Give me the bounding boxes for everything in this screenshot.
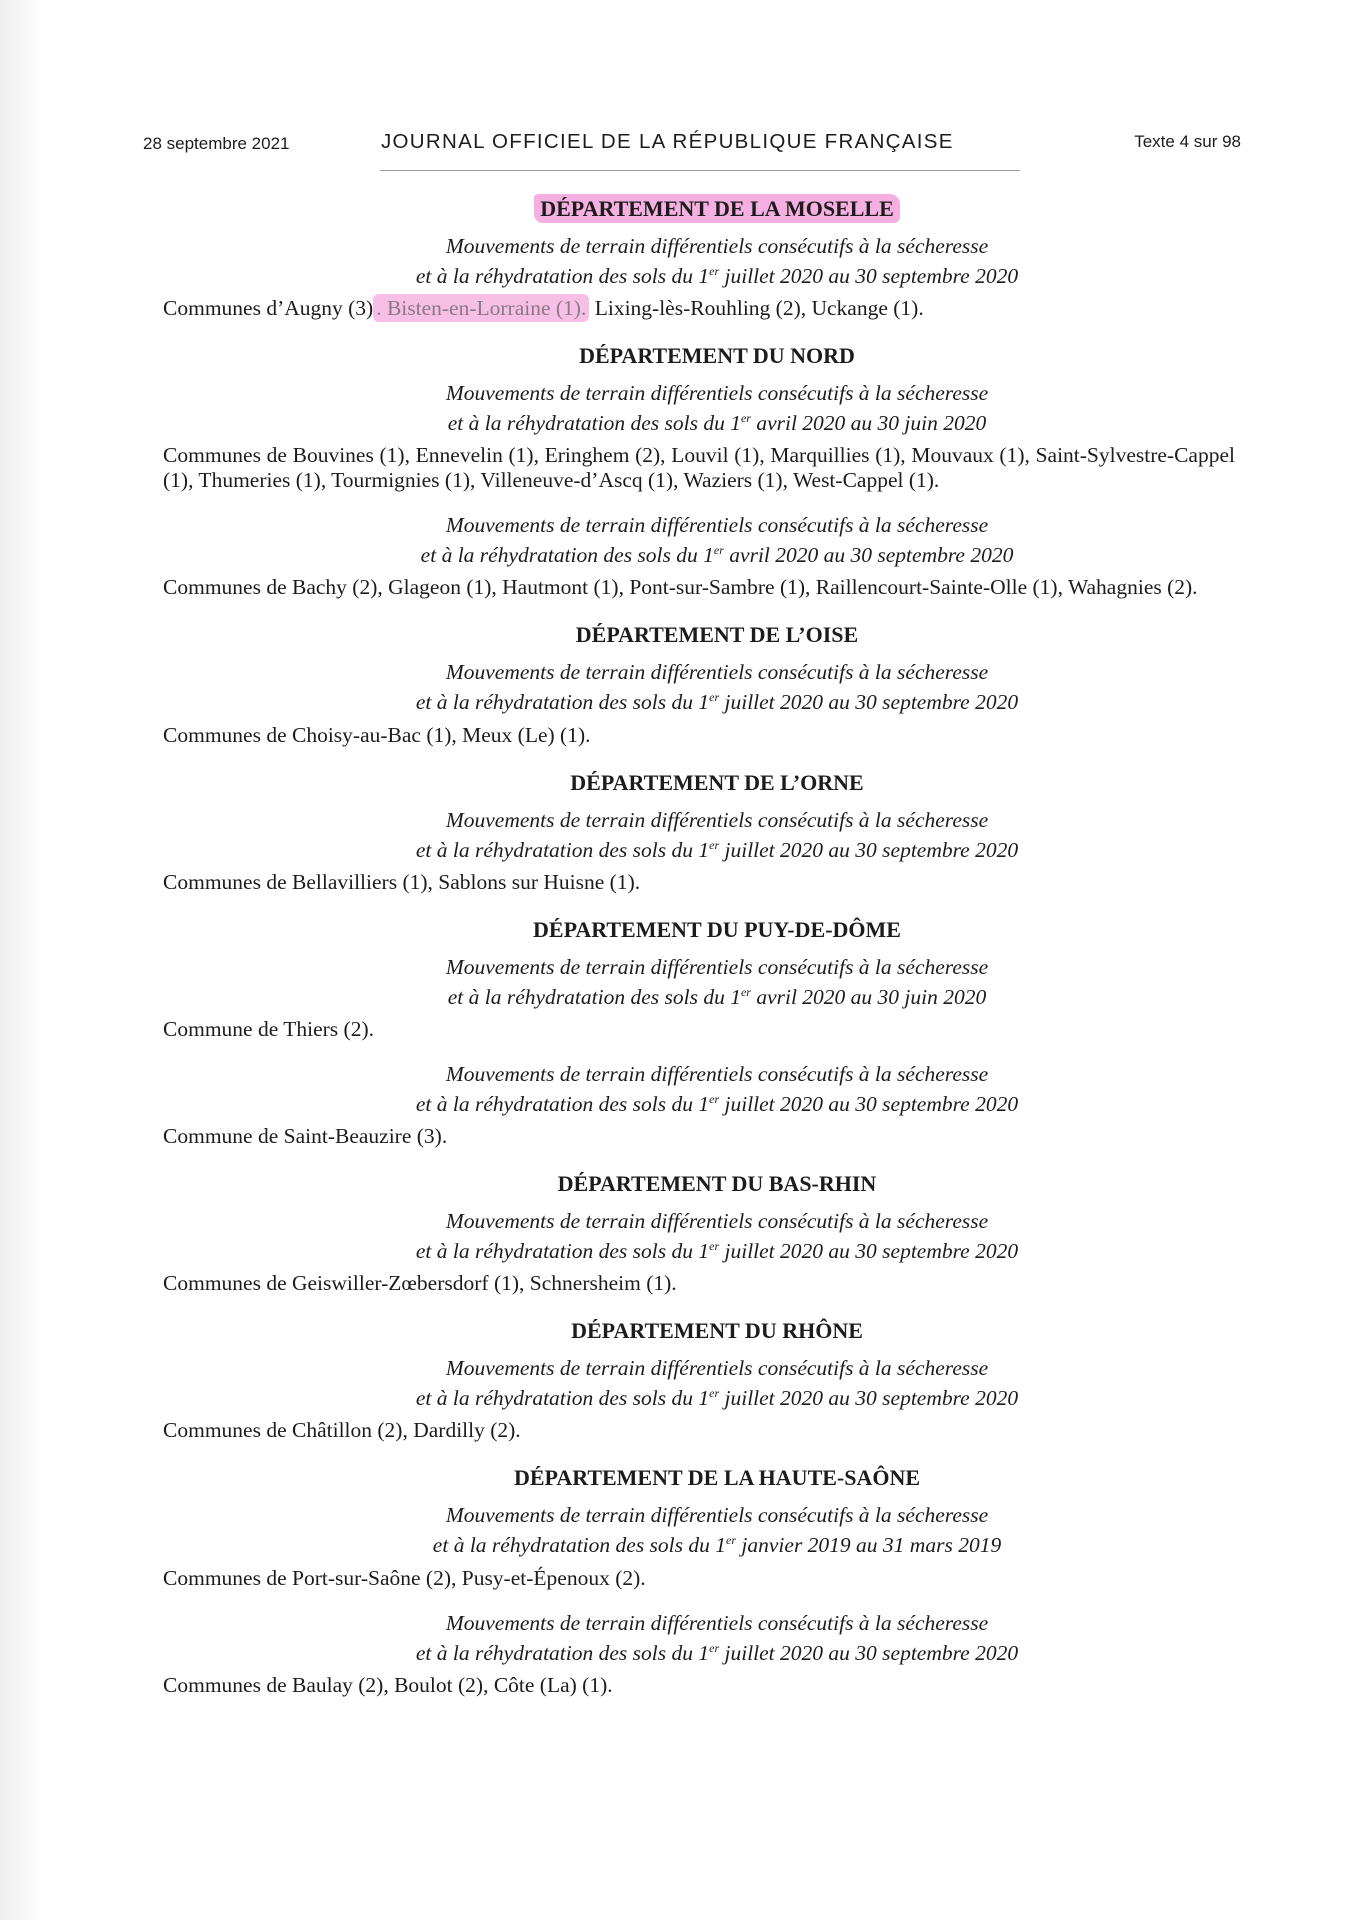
section-subtitle: Mouvements de terrain différentiels consécutifs à la sécheresse et à la réhydratation des sols du 1er avril 2020 au 30 juin 2020: [445, 954, 989, 1009]
department-title: DÉPARTEMENT DU PUY-DE-DÔME: [533, 916, 901, 942]
section-subtitle: Mouvements de terrain différentiels consécutifs à la sécheresse et à la réhydratation des sols du 1er juillet 2020 au 30 septembre 2020: [415, 1610, 1019, 1665]
communes-list: Communes de Châtillon (2), Dardilly (2).: [163, 1418, 521, 1443]
communes-list: Commune de Thiers (2).: [163, 1016, 374, 1041]
department-title: DÉPARTEMENT DE LA HAUTE-SAÔNE: [513, 1465, 921, 1491]
section-subtitle: Mouvements de terrain différentiels consécutifs à la sécheresse et à la réhydratation des sols du 1er avril 2020 au 30 juin 2020: [445, 381, 989, 436]
department-title: [163, 194, 1235, 224]
publication-date: 28 septembre 2021: [143, 134, 290, 153]
communes-list: Communes de Geiswiller-Zœbersdorf (1), Schnersheim (1).: [163, 1271, 677, 1296]
communes-list: Communes de Choisy-au-Bac (1), Meux (Le) (1).: [163, 722, 591, 747]
section-rhone: [163, 1316, 1235, 1443]
section-subtitle: Mouvements de terrain différentiels consécutifs à la sécheresse et à la réhydratation des sols du 1er avril 2020 au 30 septembre 2020: [420, 513, 1014, 568]
department-title: DÉPARTEMENT DU BAS-RHIN: [557, 1171, 877, 1197]
communes-list: Communes de Bouvines (1), Ennevelin (1), Eringhem (2), Louvil (1), Marquillies (1), Mouvaux (1), Saint-Sylvestre-Cappel (1), Thumeries (1), Tourmignies (1), Villeneuve-d’Ascq (1), Waziers (1), West-Cappel (1).: [163, 443, 1235, 493]
section-subtitle: Mouvements de terrain différentiels consécutifs à la sécheresse et à la réhydratation des sols du 1er juillet 2020 au 30 septembre 2020: [415, 234, 1019, 289]
section-haute-saone: [163, 1463, 1235, 1697]
communes-list: Communes de Bachy (2), Glageon (1), Hautmont (1), Pont-sur-Sambre (1), Raillencourt-Sainte-Olle (1), Wahagnies (2).: [163, 575, 1198, 600]
communes-list: Commune de Saint-Beauzire (3).: [163, 1124, 448, 1149]
header-rule: [380, 170, 1020, 171]
highlighted-title: DÉPARTEMENT DE LA MOSELLE: [534, 194, 900, 223]
department-title: DÉPARTEMENT DE L’ORNE: [570, 769, 864, 795]
communes-list: Communes de Bellavilliers (1), Sablons sur Huisne (1).: [163, 869, 641, 894]
section-subtitle: Mouvements de terrain différentiels consécutifs à la sécheresse et à la réhydratation des sols du 1er juillet 2020 au 30 septembre 2020: [415, 807, 1019, 862]
page-number: Texte 4 sur 98: [1134, 132, 1241, 151]
communes-list: Communes de Port-sur-Saône (2), Pusy-et-Épenoux (2).: [163, 1565, 646, 1590]
section-moselle: [163, 194, 1235, 321]
department-title: DÉPARTEMENT DU RHÔNE: [571, 1318, 863, 1344]
section-subtitle: Mouvements de terrain différentiels consécutifs à la sécheresse et à la réhydratation des sols du 1er juillet 2020 au 30 septembre 2020: [415, 660, 1019, 715]
scan-edge: [0, 0, 42, 1920]
document-body: [163, 194, 1235, 1718]
section-orne: [163, 768, 1235, 895]
section-subtitle: Mouvements de terrain différentiels consécutifs à la sécheresse et à la réhydratation des sols du 1er juillet 2020 au 30 septembre 2020: [415, 1209, 1019, 1264]
communes-list: Communes de Baulay (2), Boulot (2), Côte (La) (1).: [163, 1672, 613, 1697]
section-nord: [163, 341, 1235, 600]
highlighted-commune: . Bisten-en-Lorraine (1).: [373, 294, 589, 322]
journal-title: JOURNAL OFFICIEL DE LA RÉPUBLIQUE FRANÇAISE: [381, 130, 954, 153]
section-subtitle: Mouvements de terrain différentiels consécutifs à la sécheresse et à la réhydratation des sols du 1er juillet 2020 au 30 septembre 2020: [415, 1356, 1019, 1411]
section-bas-rhin: [163, 1169, 1235, 1296]
department-title: DÉPARTEMENT DE L’OISE: [575, 622, 859, 648]
section-puy-de-dome: [163, 915, 1235, 1149]
department-title: DÉPARTEMENT DU NORD: [579, 343, 855, 369]
section-subtitle: Mouvements de terrain différentiels consécutifs à la sécheresse et à la réhydratation des sols du 1er juillet 2020 au 30 septembre 2020: [415, 1061, 1019, 1117]
section-subtitle: Mouvements de terrain différentiels consécutifs à la sécheresse et à la réhydratation des sols du 1er janvier 2019 au 31 mars 2019: [432, 1503, 1002, 1558]
communes-list: Communes d’Augny (3) . Bisten-en-Lorraine (1). Lixing-lès-Rouhling (2), Uckange (1).: [163, 296, 924, 321]
page-header: [143, 130, 1241, 160]
section-oise: [163, 620, 1235, 747]
